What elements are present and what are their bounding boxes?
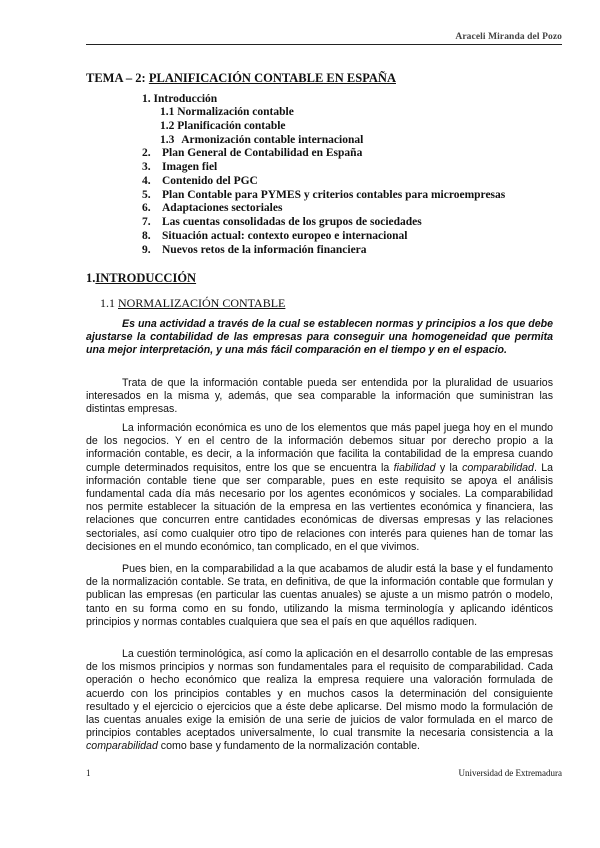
paragraph-2-text-c: . La información contable tiene que ser comparable, pues en este requisito se apoya el análisis fundamental cada día más necesario por los agentes económicos y sociales. La comparabilidad nos permite establecer la situación de la empresa en las vertientes económica y financiera, las relaciones que concurren entre cantidades económicas de diversas empresas y las relaciones sectoriales, así como cualquier otro tipo de relaciones con interés para quienes han de tomar las decisiones en el mundo económico, tan complicado, en el que vivimos. (86, 461, 554, 553)
toc-item-1-1 (160, 106, 294, 118)
tema-prefix: TEMA – 2: (86, 71, 146, 85)
definition-paragraph: Es una actividad a través de la cual se establecen normas y principios a los que debe ajustarse la contabilidad de las empresas para conseguir una homogeneidad que permita una mejor interpretación, y una más fácil comparación en el tiempo y en el espacio. (86, 318, 553, 357)
toc-label: Las cuentas consolidadas de los grupos de sociedades (162, 216, 422, 228)
toc-number: 9. (142, 244, 151, 256)
paragraph-4-text-b: como base y fundamento de la normalización contable. (157, 740, 420, 753)
toc-item-9 (142, 244, 367, 256)
toc-label: Adaptaciones sectoriales (162, 202, 283, 214)
section-title-text: INTRODUCCIÓN (95, 271, 197, 285)
emphasis-fiabilidad: fiabilidad (393, 461, 436, 474)
subsection-title (100, 296, 285, 311)
toc-number: 4. (142, 175, 151, 187)
tema-title (86, 71, 396, 86)
paragraph-1: Trata de que la información contable pueda ser entendida por la pluralidad de usuarios interesados en la misma y, además, que sea comparable la información que suministran las distintas empresas. (86, 377, 553, 416)
toc-item-7 (142, 216, 422, 228)
toc-item-6 (142, 202, 282, 214)
toc-item-4 (142, 175, 258, 187)
paragraph-3: Pues bien, en la comparabilidad a la que acabamos de aludir está la base y el fundamento de la normalización contable. Se trata, en definitiva, de que la información contable que formulan y publican las empresas (en particular las cuentas anuales) se ajuste a un mismo patrón o modelo, tanto en su forma como en su fondo, utilizando la misma terminología y aplicando idénticos principios y normas contables cualquiera que sea el país en que aquéllos radiquen. (86, 563, 553, 628)
toc-number: 1.1 (160, 106, 175, 118)
toc-label: Planificación contable (177, 120, 286, 132)
toc-item-2 (142, 147, 362, 159)
toc-item-1-2 (160, 120, 286, 132)
toc-number: 2. (142, 147, 151, 159)
toc-item-1 (142, 93, 217, 105)
toc-number: 1. (142, 93, 151, 105)
toc-label: Nuevos retos de la información financiera (162, 244, 367, 256)
toc-number: 5. (142, 189, 151, 201)
toc-number: 6. (142, 202, 151, 214)
toc-label: Armonización contable internacional (181, 134, 364, 146)
emphasis-comparabilidad: comparabilidad (462, 461, 534, 474)
toc-number: 7. (142, 216, 151, 228)
section-number: 1. (86, 271, 96, 285)
paragraph-4-text-a: La cuestión terminológica, así como la aplicación en el desarrollo contable de las empresas de los mismos principios y normas son fundamentales para el requisito de comparabilidad. Cada operación o hecho económico que realiza la empresa requiere una valoración formulada de acuerdo con los principios contables y en muchos casos la determinación del consiguiente resultado y el ejercicio o ejercicios que a éste debe aplicarse. Del mismo modo la formulación de las cuentas anuales exige la emisión de una serie de juicios de valor formulada en el marco de principios contables aceptados universalmente, lo cual transmite la necesaria consistencia a la (86, 648, 553, 740)
footer-university: Universidad de Extremadura (458, 768, 562, 778)
toc-label: Introducción (153, 93, 218, 105)
section-title (86, 271, 196, 286)
header-rule (86, 44, 562, 45)
toc-label: Contenido del PGC (162, 175, 258, 187)
header-author: Araceli Miranda del Pozo (455, 32, 562, 42)
toc-number: 3. (142, 161, 151, 173)
toc-number: 1.3 (160, 134, 175, 146)
toc-label: Situación actual: contexto europeo e internacional (162, 230, 408, 242)
toc-item-5 (142, 189, 505, 201)
toc-item-8 (142, 230, 407, 242)
paragraph-2 (86, 422, 553, 554)
toc-number: 8. (142, 230, 151, 242)
footer-page-number: 1 (86, 768, 91, 778)
toc-label: Plan General de Contabilidad en España (162, 147, 363, 159)
toc-item-1-3 (160, 134, 363, 146)
tema-title-text: PLANIFICACIÓN CONTABLE EN ESPAÑA (148, 71, 396, 85)
paragraph-2-text-a: La información económica es uno de los elementos que más papel juega hoy en el mundo de los negocios. Y en el centro de la información debemos situar por derecho propio a la información contable, es decir, a la información que facilita la contabilidad de la empresa cuando cumple determinados requisitos, entre los que se encuentra la (86, 422, 553, 474)
subsection-number: 1.1 (100, 296, 115, 310)
toc-label: Normalización contable (177, 106, 294, 118)
paragraph-4 (86, 648, 553, 754)
toc-label: Plan Contable para PYMES y criterios contables para microempresas (162, 189, 506, 201)
emphasis-comparabilidad-2: comparabilidad (86, 740, 158, 753)
paragraph-2-text-b: y la (435, 461, 463, 474)
toc-number: 1.2 (160, 120, 175, 132)
toc-item-3 (142, 161, 217, 173)
toc-label: Imagen fiel (162, 161, 218, 173)
subsection-title-text: NORMALIZACIÓN CONTABLE (118, 296, 286, 310)
